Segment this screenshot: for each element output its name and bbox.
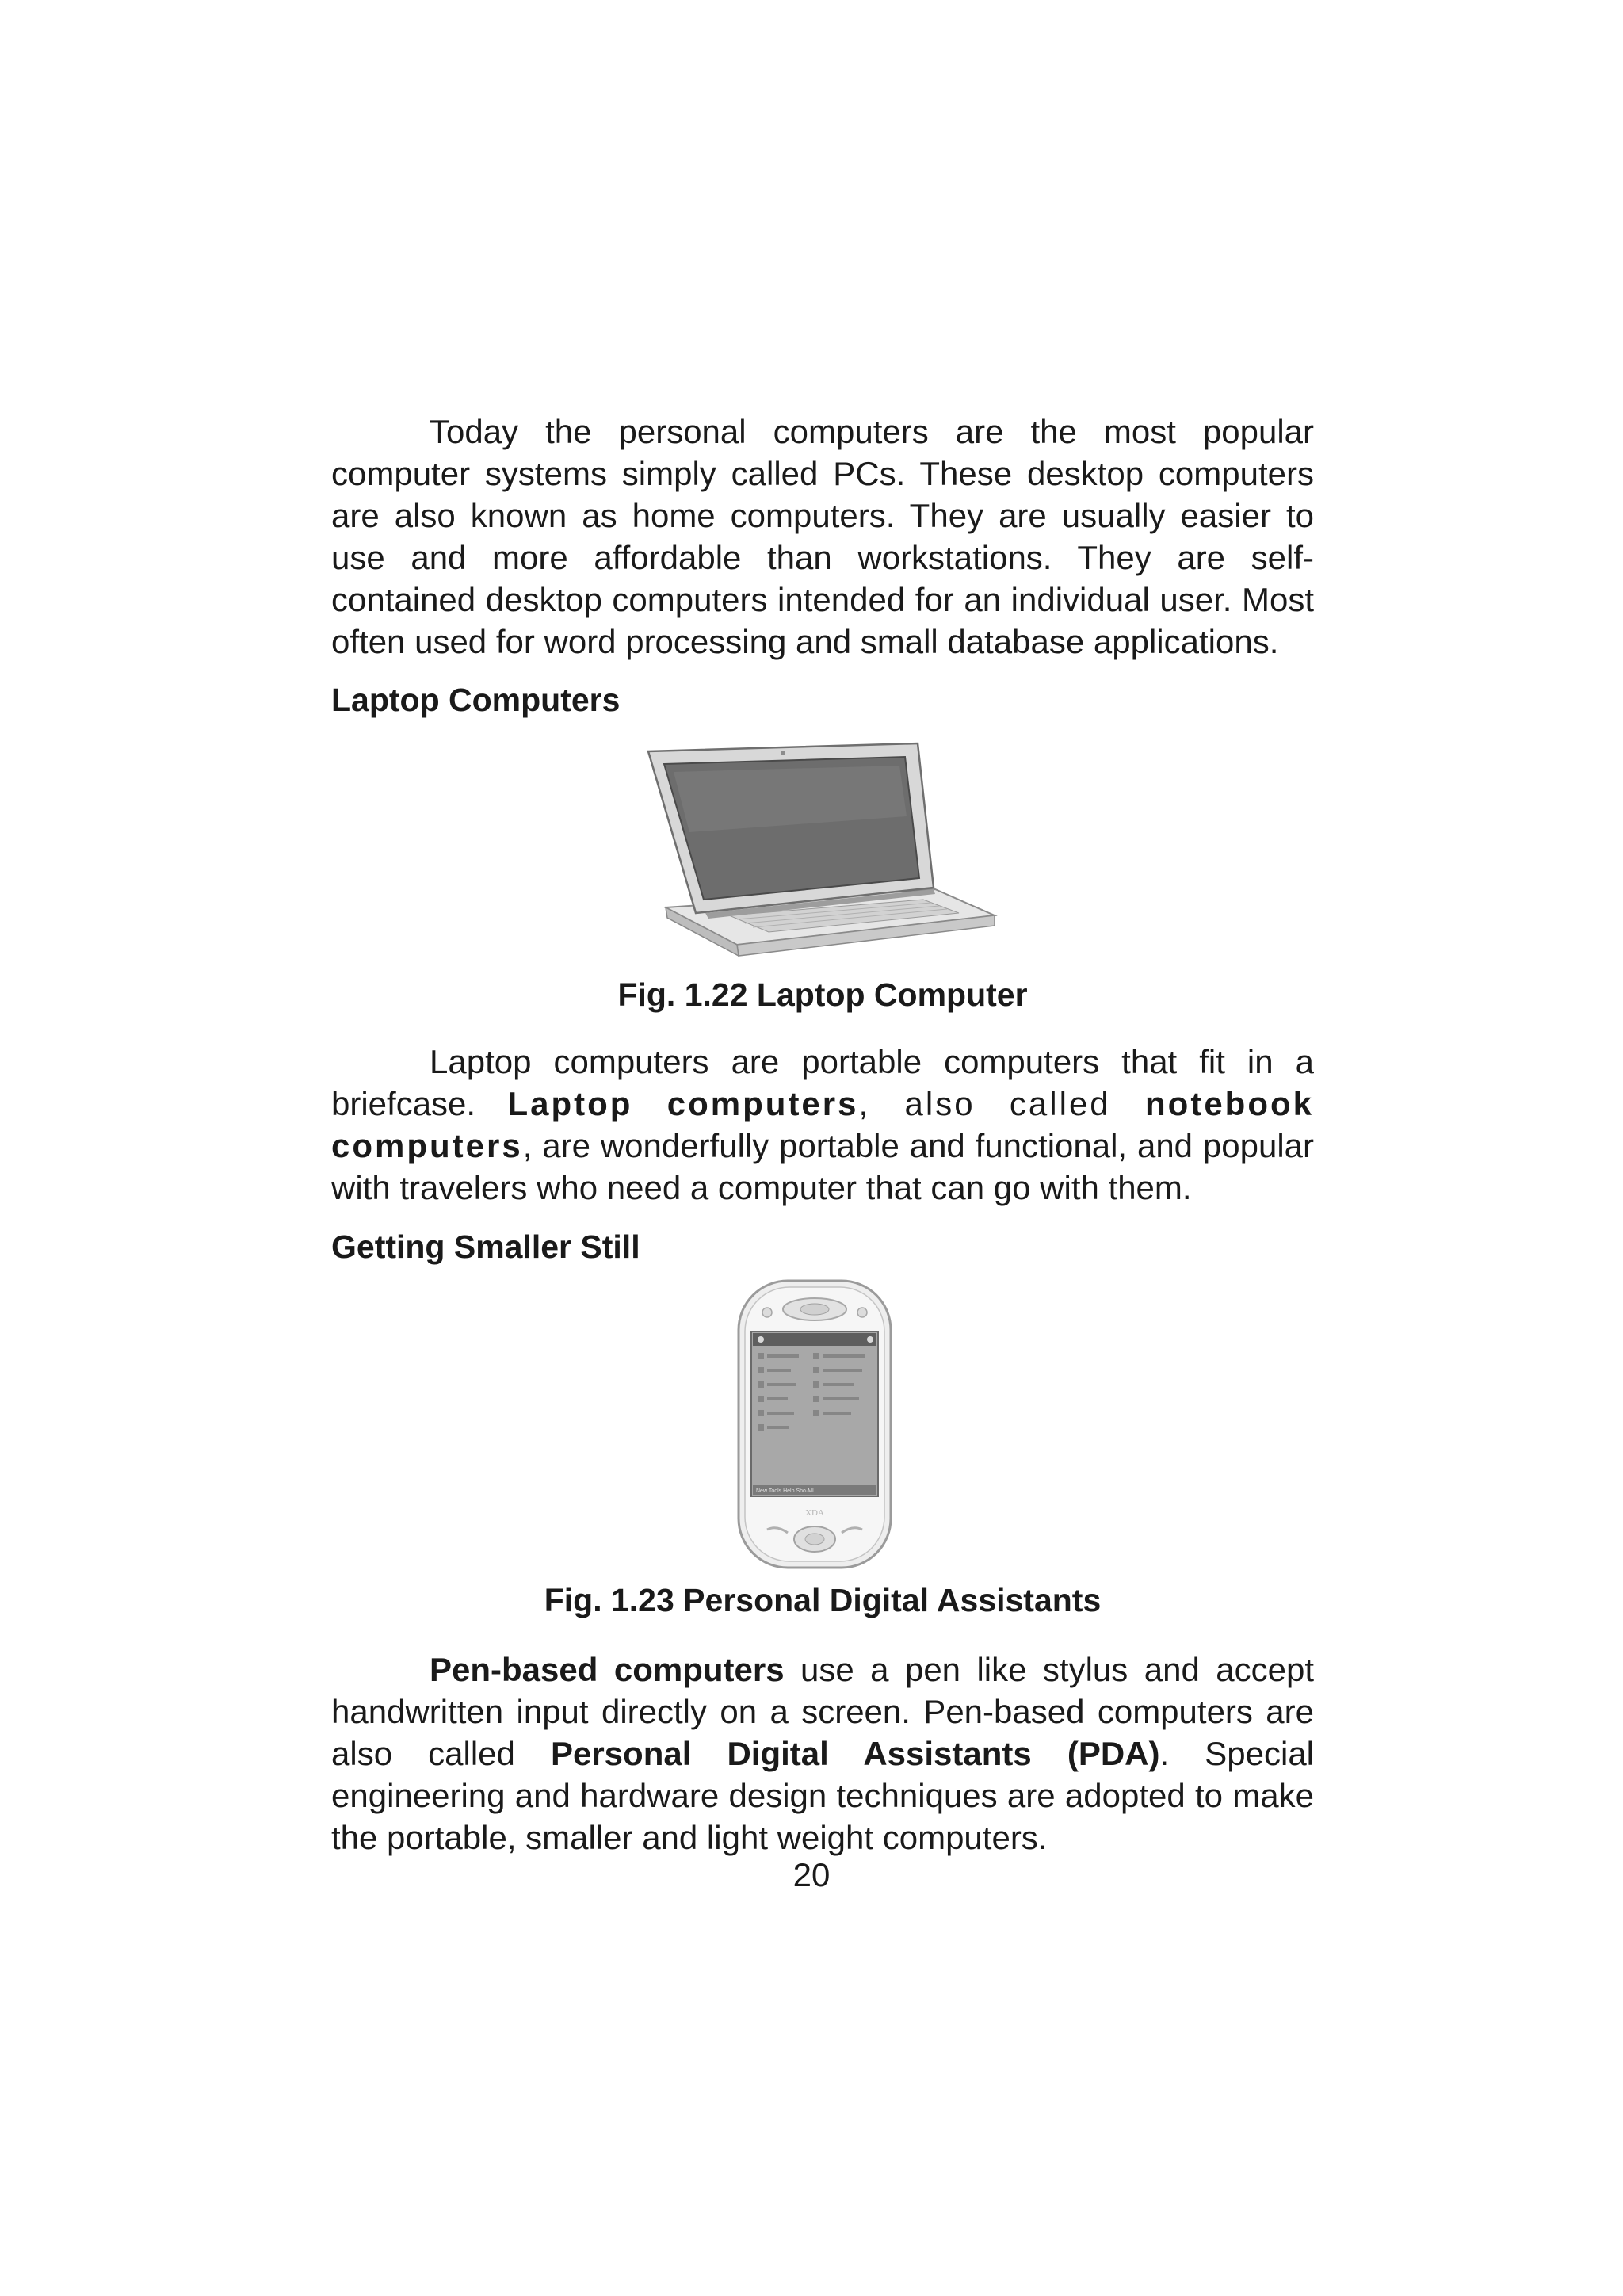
figure-caption-laptop: Fig. 1.22 Laptop Computer	[617, 976, 1028, 1013]
heading-getting-smaller-still: Getting Smaller Still	[331, 1228, 640, 1265]
paragraph-personal-computers	[331, 411, 1314, 663]
paragraph-text: Today the personal computers are the most popular computer systems simply called PCs. These desktop computers are also known as home computers. They are usually easier to use and more affordable than workstations. They are self-contained desktop computers intended for an individual user. Most often used for word processing and small database applications.	[331, 413, 1314, 660]
term-pda: Personal Digital Assistants (PDA)	[550, 1735, 1160, 1772]
pda-brand-label: XDA	[805, 1508, 824, 1518]
paragraph-laptop-computers	[331, 1041, 1314, 1209]
page-number: 20	[792, 1856, 831, 1893]
heading-laptop-computers: Laptop Computers	[331, 682, 621, 718]
pda-menu-bar: New Tools Help Sho·Ml	[756, 1488, 814, 1494]
term-notebook-computers: notebook computers	[331, 1085, 1314, 1164]
figure-caption-pda: Fig. 1.23 Personal Digital Assistants	[544, 1582, 1102, 1618]
term-pen-based-computers: Pen-based computers	[430, 1651, 785, 1688]
paragraph-rest: . Special engineering and hardware design techniques are adopted to make the portable, smaller and light weight computers.	[331, 1735, 1315, 1856]
paragraph-intro: Laptop computers are portable computers that fit in a briefcase.	[331, 1043, 1314, 1122]
term-laptop-computers: Laptop computers	[507, 1085, 859, 1122]
laptop-computer-image	[618, 737, 999, 959]
paragraph-pen-based-computers	[331, 1648, 1314, 1859]
paragraph-mid: , also called	[858, 1085, 1146, 1122]
paragraph-text	[331, 1041, 1314, 1209]
paragraph-rest: , are wonderfully portable and functional, and popular with travelers who need a computer that can go with them.	[331, 1127, 1314, 1206]
paragraph-text	[331, 1648, 1314, 1859]
pda-device-image	[735, 1278, 894, 1571]
paragraph-mid: use a pen like stylus and accept handwritten input directly on a screen. Pen-based computers are also called	[331, 1651, 1314, 1772]
